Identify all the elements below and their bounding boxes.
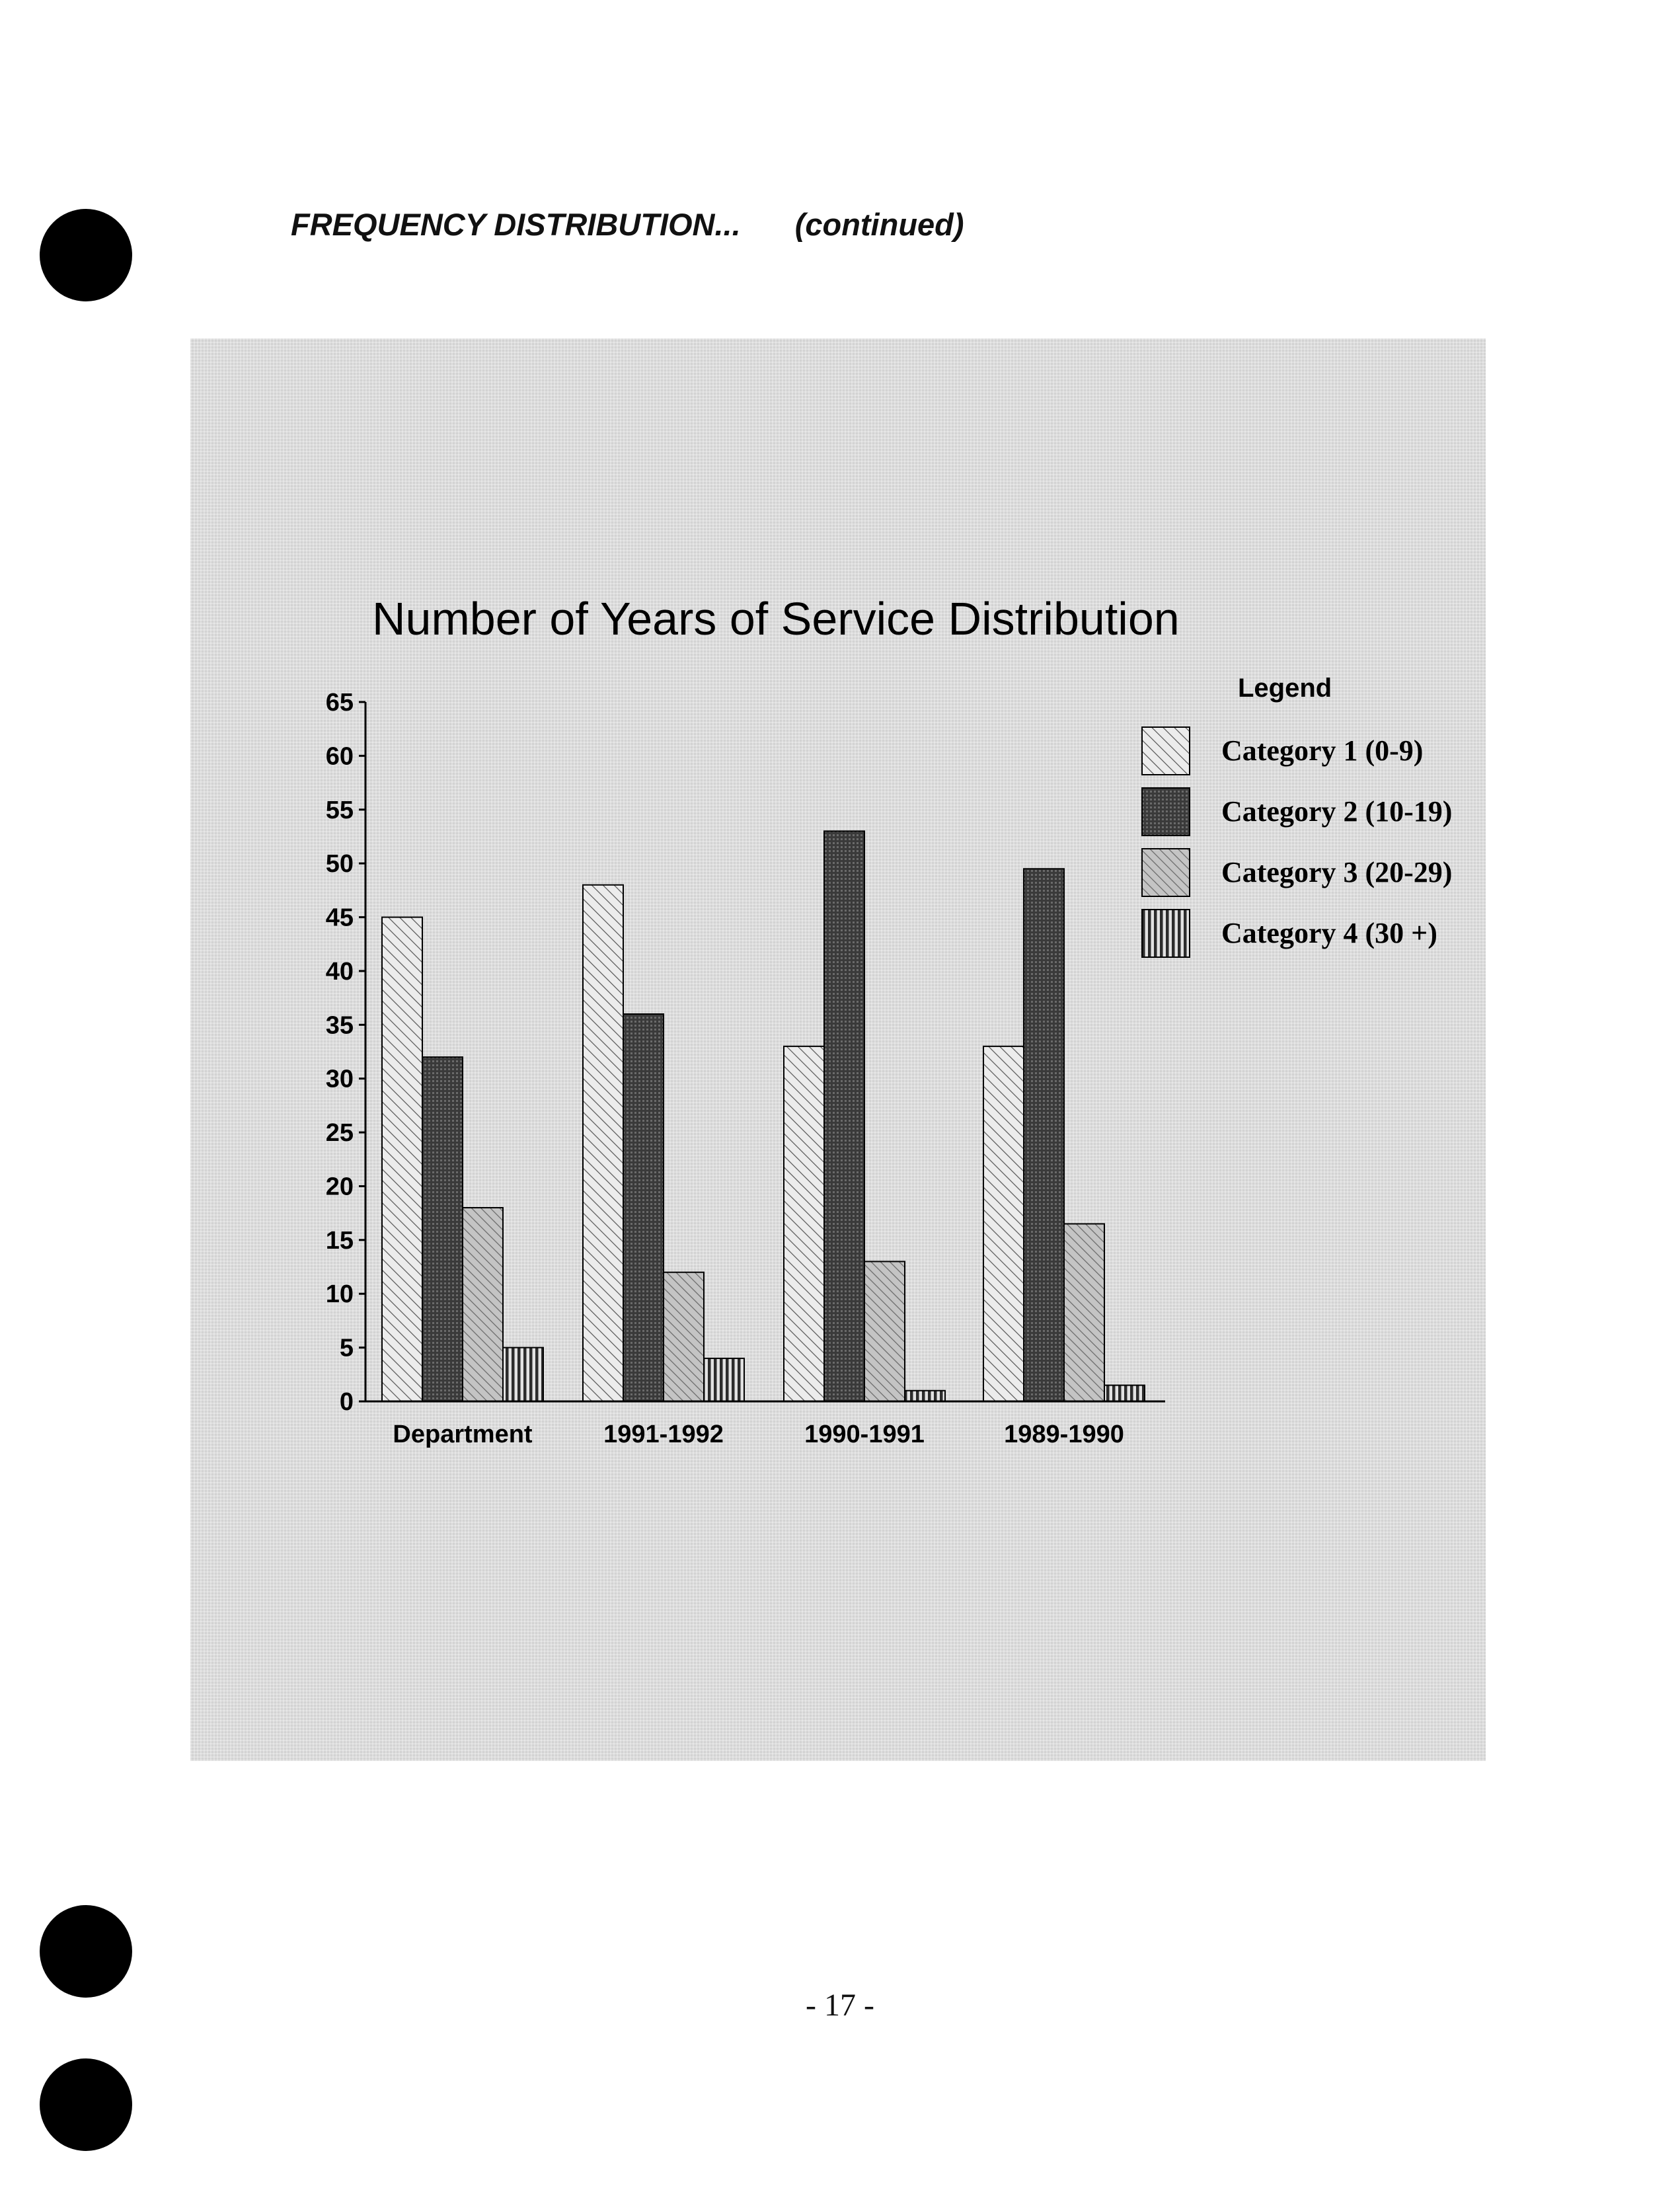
y-tick-label: 25	[325, 1119, 354, 1148]
y-tick-label: 55	[325, 796, 354, 824]
bar	[583, 885, 623, 1401]
chart-panel	[190, 338, 1486, 1761]
bar	[422, 1057, 463, 1401]
y-tick-label: 45	[325, 904, 354, 932]
bar	[704, 1358, 744, 1401]
y-tick-label: 35	[325, 1011, 354, 1040]
x-axis	[365, 1401, 1165, 1448]
bar	[623, 1014, 664, 1401]
y-tick-label: 30	[325, 1065, 354, 1093]
legend-label: Category 2 (10-19)	[1221, 795, 1453, 828]
y-axis	[326, 689, 365, 1416]
section-heading-title: FREQUENCY DISTRIBUTION...	[291, 207, 741, 242]
bar	[983, 1046, 1024, 1401]
binder-hole-top	[40, 209, 132, 301]
y-tick-label: 60	[325, 742, 354, 771]
x-tick-label: 1989-1990	[1004, 1421, 1124, 1448]
page-number: - 17 -	[806, 1988, 874, 2023]
y-tick-label: 40	[325, 957, 354, 986]
binder-hole-middle	[40, 1905, 132, 1998]
bar	[824, 831, 864, 1401]
section-heading	[291, 206, 964, 243]
legend-title: Legend	[1238, 674, 1332, 703]
legend	[1142, 674, 1452, 957]
legend-swatch	[1142, 788, 1190, 836]
legend-label: Category 1 (0-9)	[1221, 734, 1424, 767]
legend-label: Category 3 (20-29)	[1221, 856, 1453, 888]
y-tick-label: 20	[325, 1173, 354, 1201]
bar	[664, 1272, 704, 1401]
bar	[905, 1391, 945, 1401]
x-tick-label: 1991-1992	[603, 1421, 724, 1448]
y-tick-label: 10	[325, 1280, 354, 1309]
legend-swatch	[1142, 910, 1190, 957]
y-tick-label: 50	[325, 850, 354, 879]
binder-hole-bottom	[40, 2058, 132, 2151]
x-tick-label: 1990-1991	[804, 1421, 925, 1448]
y-tick-label: 0	[339, 1388, 354, 1416]
legend-swatch	[1142, 849, 1190, 896]
y-tick-label: 65	[325, 689, 354, 717]
bar	[864, 1261, 905, 1401]
legend-swatch	[1142, 727, 1190, 775]
bar	[463, 1208, 503, 1401]
bar-chart	[190, 338, 1486, 1761]
bar	[784, 1046, 824, 1401]
legend-label: Category 4 (30 +)	[1221, 917, 1437, 949]
section-heading-continued: (continued)	[794, 207, 964, 242]
y-tick-label: 5	[339, 1334, 354, 1362]
bar	[503, 1348, 543, 1401]
chart-title: Number of Years of Service Distribution	[372, 593, 1180, 645]
bar	[1104, 1386, 1145, 1401]
x-tick-label: Department	[393, 1421, 533, 1448]
bar	[1024, 869, 1064, 1401]
y-tick-label: 15	[325, 1226, 354, 1255]
bar	[1064, 1224, 1104, 1401]
bars	[382, 831, 1145, 1401]
bar	[382, 918, 422, 1401]
